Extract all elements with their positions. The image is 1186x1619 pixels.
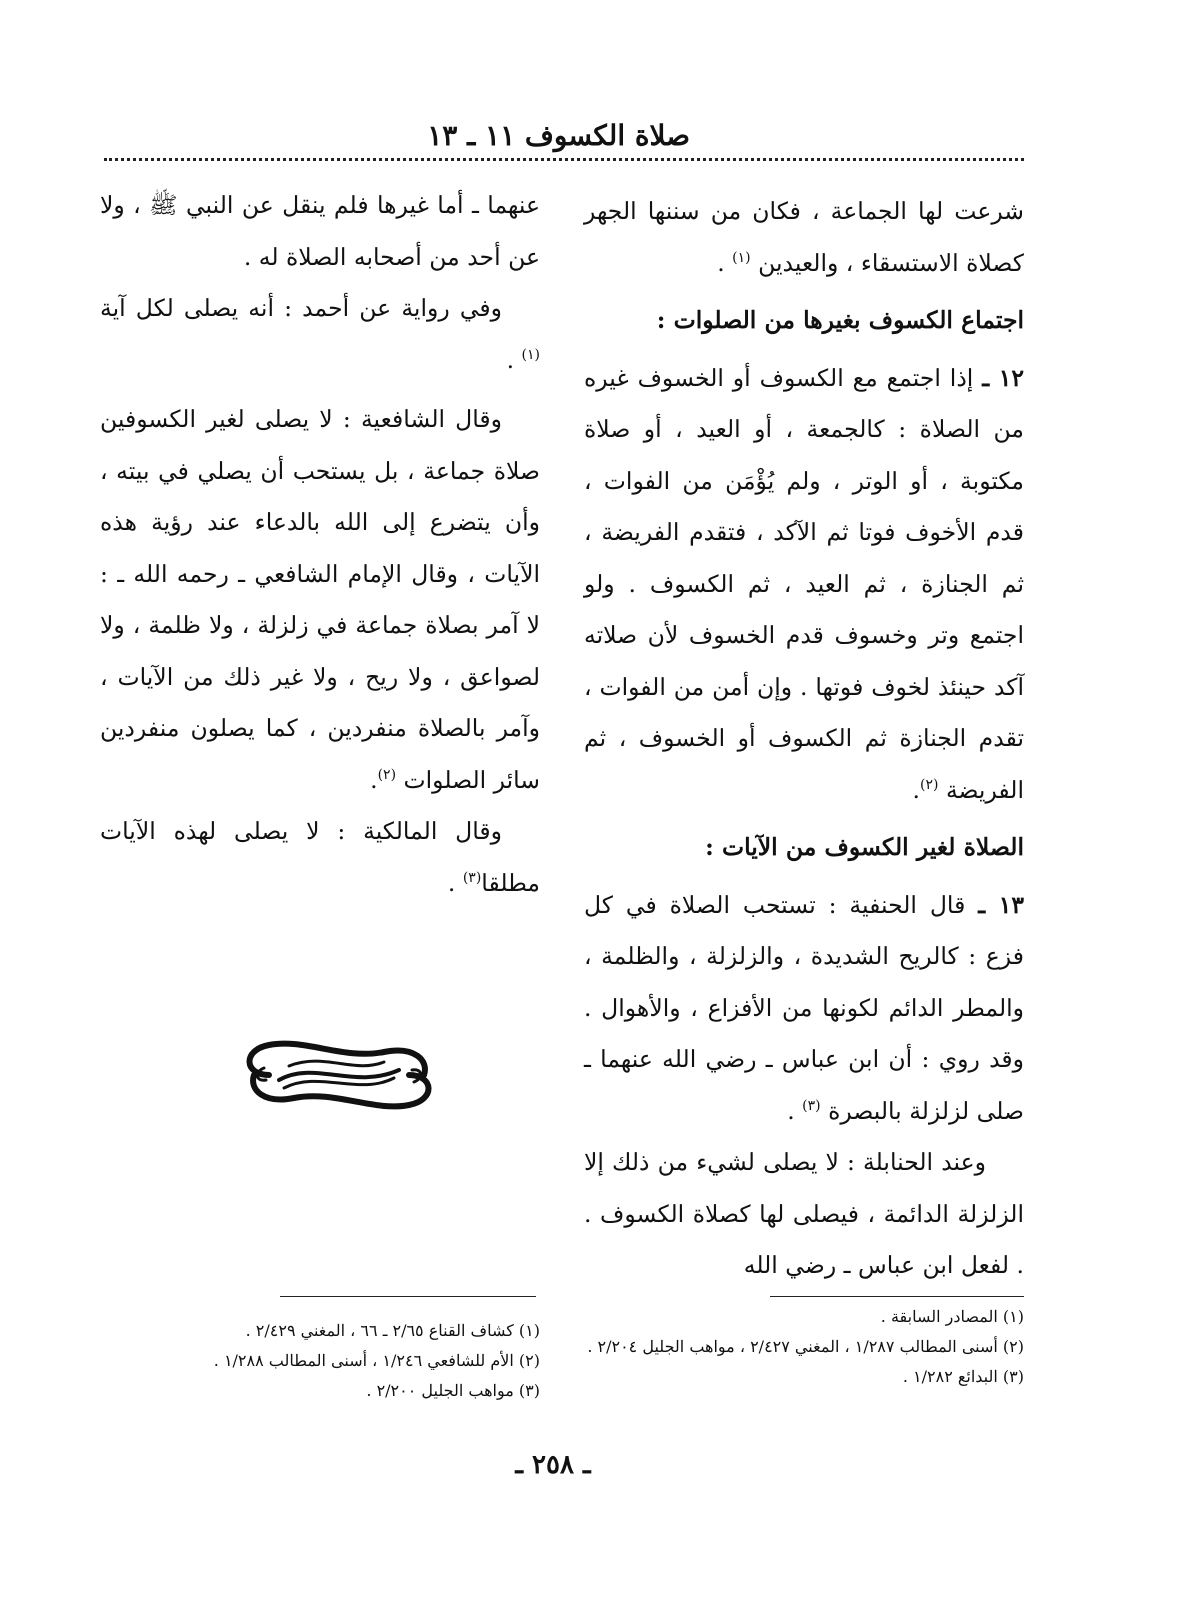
paragraph: وعند الحنابلة : لا يصلى لشيء من ذلك إلا الزلزلة الدائمة ، فيصلى لها كصلاة الكسوف . . لفعل ابن عباس ـ رضي الله — [584, 1148, 1024, 1279]
paragraph: ١٢ ـ إذا اجتمع مع الكسوف أو الخسوف غيره من الصلاة : كالجمعة ، أو العيد ، أو صلاة مكتوبة ، أو الوتر ، ولم يُؤْمَن من الفوات ، قدم الأخوف فوتا ثم الآكد ، فتقدم الفريضة ، ثم الجنازة ، ثم العيد ، ثم الكسوف . ولو اجتمع وتر وخسوف قدم الخسوف لأن صلاته آكد حينئذ لخوف فوتها . وإن أمن من الفوات ، تقدم الجنازة ثم الكسوف أو الخسوف ، ثم الفريضة $^{(٢)}$. — [584, 363, 1024, 804]
footnote: (١) المصادر السابقة . — [880, 1307, 1024, 1326]
footnote-separator — [280, 1296, 536, 1297]
paragraph: وفي رواية عن أحمد : أنه يصلى لكل آية $^{(١)}$ . — [100, 294, 540, 374]
section-number: ١٢ ـ — [982, 363, 1024, 392]
footnote: (٢) أسنى المطالب ١/٢٨٧ ، المغني ٢/٤٢٧ ، مواهب الجليل ٢/٢٠٤ . — [587, 1337, 1024, 1356]
paragraph-text: وقال المالكية : لا يصلى لهذه الآيات مطلقا — [100, 817, 540, 897]
paragraph: وقال المالكية : لا يصلى لهذه الآيات مطلقا$^{(٣)}$ . — [100, 817, 540, 897]
footnotes-right — [584, 1302, 1024, 1392]
footnote-ref: (١) — [521, 346, 540, 363]
section-number: ١٣ ـ — [978, 890, 1024, 919]
left-column — [100, 180, 540, 909]
header-dotted-rule — [104, 158, 1024, 161]
footnote-ref: (٣) — [462, 869, 482, 886]
decorative-ornament — [234, 1030, 444, 1120]
footnote-ref: (٢) — [377, 766, 397, 783]
footnote: (٢) الأم للشافعي ١/٢٤٦ ، أسنى المطالب ١/٢٨٨ . — [213, 1351, 540, 1370]
footnote-ref: (٣) — [802, 1097, 821, 1114]
running-head-title: صلاة الكسوف ١١ ـ ١٣ — [427, 119, 690, 152]
page-number: ـ ٢٥٨ ـ — [515, 1450, 591, 1480]
paragraph-text: وفي رواية عن أحمد : أنه يصلى لكل آية — [100, 294, 502, 322]
paragraph: عنهما ـ أما غيرها فلم ينقل عن النبي ﷺ ، ولا عن أحد من أصحابه الصلاة له . — [100, 191, 540, 271]
footnote: (٣) مواهب الجليل ٢/٢٠٠ . — [366, 1381, 540, 1400]
footnote: (١) كشاف القناع ٢/٦٥ ـ ٦٦ ، المغني ٢/٤٢٩ . — [245, 1321, 540, 1340]
paragraph: وقال الشافعية : لا يصلى لغير الكسوفين صلاة جماعة ، بل يستحب أن يصلي في بيته ، وأن يتضرع إلى الله بالدعاء عند رؤية هذه الآيات ، وقال الإمام الشافعي ـ رحمه الله ـ : لا آمر بصلاة جماعة في زلزلة ، ولا ظلمة ، ولا لصواعق ، ولا ريح ، ولا غير ذلك من الآيات ، وآمر بالصلاة منفردين ، كما يصلون منفردين سائر الصلوات $^{(٢)}$. — [100, 405, 540, 794]
section-heading: الصلاة لغير الكسوف من الآيات : — [705, 833, 1024, 861]
paragraph-text: شرعت لها الجماعة ، فكان من سننها الجهر كصلاة الاستسقاء ، والعيدين — [584, 197, 1024, 277]
footnote: (٣) البدائع ١/٢٨٢ . — [902, 1367, 1024, 1386]
paragraph: شرعت لها الجماعة ، فكان من سننها الجهر كصلاة الاستسقاء ، والعيدين $^{(١)}$ . — [584, 197, 1024, 277]
footnote-ref: (١) — [732, 249, 751, 266]
paragraph-text: قال الحنفية : تستحب الصلاة في كل فزع : كالريح الشديدة ، والزلزلة ، والظلمة ، والمطر الدائم لكونها من الأفزاع ، والأهوال . وقد روي : أن ابن عباس ـ رضي الله عنهما ـ صلى لزلزلة بالبصرة — [584, 890, 1024, 1125]
paragraph-text: وقال الشافعية : لا يصلى لغير الكسوفين صلاة جماعة ، بل يستحب أن يصلي في بيته ، وأن يتضرع إلى الله بالدعاء عند رؤية هذه الآيات ، وقال الإمام الشافعي ـ رحمه الله ـ : لا آمر بصلاة جماعة في زلزلة ، ولا ظلمة ، ولا لصواعق ، ولا ريح ، ولا غير ذلك من الآيات ، وآمر بالصلاة منفردين ، كما يصلون منفردين سائر الصلوات — [100, 405, 540, 794]
section-heading: اجتماع الكسوف بغيرها من الصلوات : — [656, 306, 1024, 334]
footnote-ref: (٢) — [919, 776, 939, 793]
paragraph: ١٣ ـ قال الحنفية : تستحب الصلاة في كل فزع : كالريح الشديدة ، والزلزلة ، والظلمة ، والمطر الدائم لكونها من الأفزاع ، والأهوال . وقد روي : أن ابن عباس ـ رضي الله عنهما ـ صلى لزلزلة بالبصرة $^{(٣)}$ . — [584, 890, 1024, 1125]
paragraph-text: إذا اجتمع مع الكسوف أو الخسوف غيره من الصلاة : كالجمعة ، أو العيد ، أو صلاة مكتوبة ، أو الوتر ، ولم يُؤْمَن من الفوات ، قدم الأخوف فوتا ثم الآكد ، فتقدم الفريضة ، ثم الجنازة ، ثم العيد ، ثم الكسوف . ولو اجتمع وتر وخسوف قدم الخسوف لأن صلاته آكد حينئذ لخوف فوتها . وإن أمن من الفوات ، تقدم الجنازة ثم الكسوف أو الخسوف ، ثم الفريضة — [584, 363, 1024, 804]
footnote-separator — [770, 1296, 1024, 1297]
right-column — [584, 186, 1024, 1292]
footnotes-left — [100, 1316, 540, 1406]
